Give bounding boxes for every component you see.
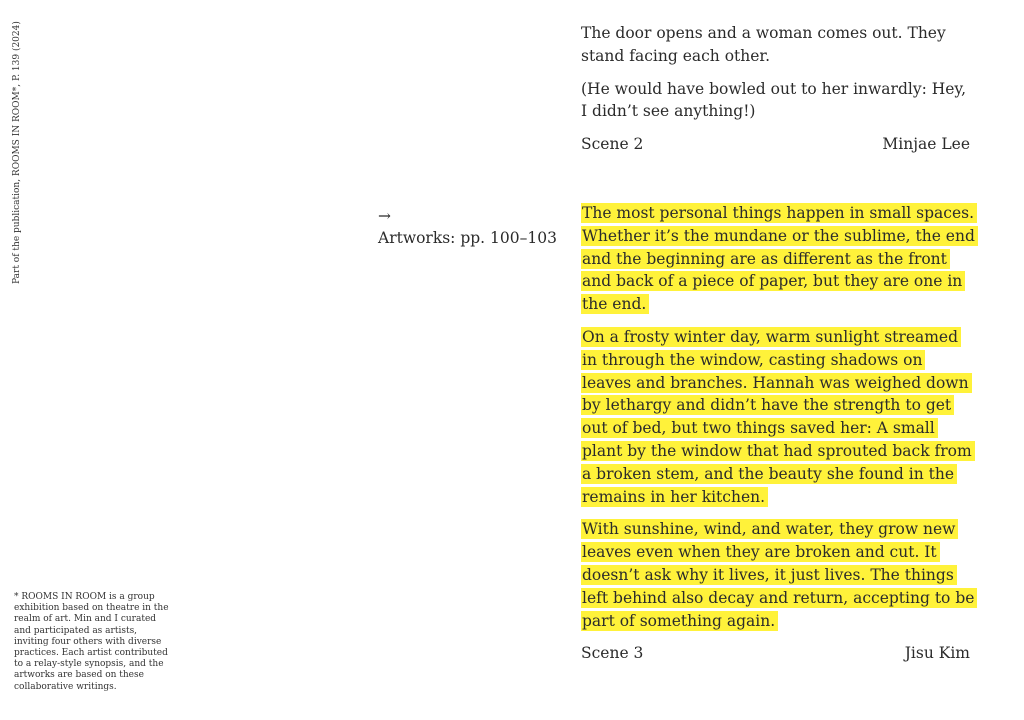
author-name: Minjae Lee: [882, 135, 970, 154]
footnote: * ROOMS IN ROOM is a group exhibition based on theatre in the realm of art. Min and I curated and participated as artists, inviting four others with diverse practices. Each artist contributed to a relay-style synopsis, and the artworks are based on these collaborative writings.: [14, 592, 169, 692]
scene-credit-row: [581, 642, 970, 665]
highlighted-paragraph: [581, 518, 976, 632]
publication-caption: Part of the publication, ROOMS IN ROOM*, P. 139 (2024): [12, 21, 22, 284]
scene-2-section: [581, 22, 976, 156]
scene-label: Scene 2: [581, 135, 644, 154]
highlighted-paragraph: [581, 326, 976, 508]
scene-3-section: [581, 202, 976, 665]
body-paragraph: The door opens and a woman comes out. They stand facing each other.: [581, 24, 946, 65]
highlighted-paragraph: [581, 202, 976, 316]
scene-credit-row: [581, 133, 970, 156]
body-paragraph: (He would have bowled out to her inwardly: Hey, I didn’t see anything!): [581, 79, 967, 121]
crossref-label: Artworks: pp. 100–103: [378, 229, 557, 247]
author-name: Jisu Kim: [904, 644, 970, 663]
highlight-mark: On a frosty winter day, warm sunlight streamed in through the window, casting shadows on leaves and branches. Hannah was weighed down by lethargy and didn’t have the strength to get out of bed, but two things saved her: A small plant by the window that had sprouted back from a broken stem, and the beauty she found in the remains in her kitchen.: [581, 327, 975, 507]
artworks-crossref: [378, 205, 557, 249]
highlight-mark: The most personal things happen in small spaces. Whether it’s the mundane or the sublime, the end and the beginning are as different as the front and back of a piece of paper, but they are one in the end.: [581, 203, 978, 314]
arrow-right-icon: →: [378, 207, 391, 225]
highlight-mark: With sunshine, wind, and water, they grow new leaves even when they are broken and cut. It doesn’t ask why it lives, it just lives. The things left behind also decay and return, accepting to be part of something again.: [581, 519, 977, 630]
scene-label: Scene 3: [581, 644, 644, 663]
